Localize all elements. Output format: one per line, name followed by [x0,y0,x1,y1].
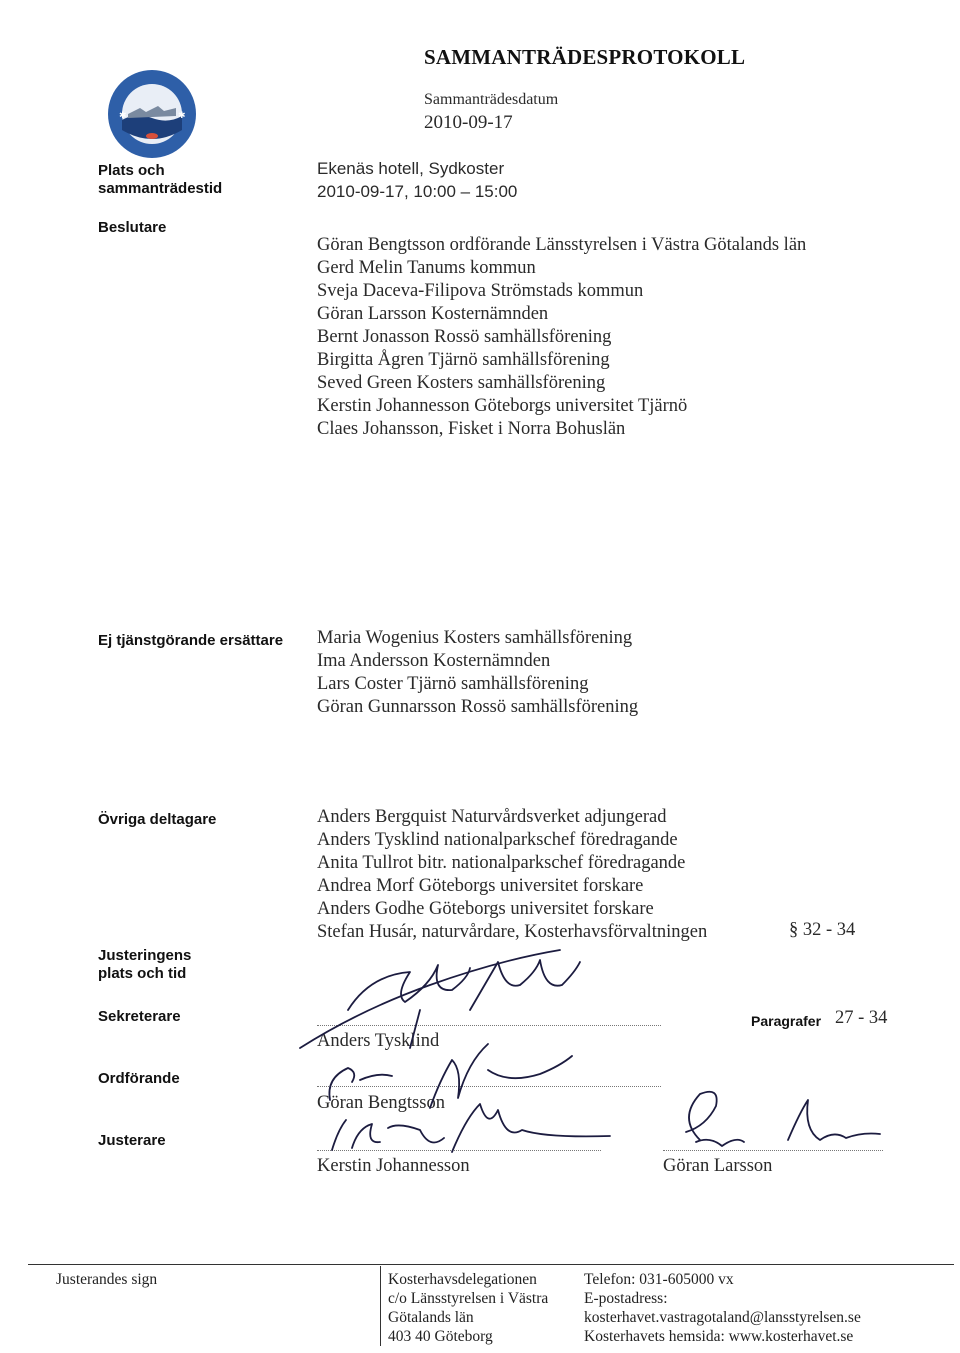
logo-emblem-icon [106,68,198,160]
footer-vertical-divider [380,1266,381,1346]
chair-label: Ordförande [98,1070,180,1087]
place-and-time: Ekenäs hotell, Sydkoster 2010-09-17, 10:00 – 15:00 [317,159,518,201]
others-list [317,806,707,944]
list-item: Ima Andersson Kosternämnden [317,651,551,671]
list-item: Anders Bergquist Naturvårdsverket adjungerad [317,807,667,827]
adjusters-label: Justerare [98,1132,166,1149]
list-item: Sveja Daceva-Filipova Strömstads kommun [317,281,644,301]
list-item: Anders Godhe Göteborgs universitet forskare [317,899,654,919]
deciders-label: Beslutare [98,219,167,236]
list-item: Andrea Morf Göteborgs universitet forskare [317,876,644,896]
chair-signature-line [317,1086,661,1087]
footer-website-link[interactable]: Kosterhavets hemsida: www.kosterhavet.se [584,1328,854,1345]
footer-contact: Telefon: 031-605000 vx E-postadress: kosterhavet.vastragotaland@lansstyrelsen.se Kosterhavets hemsida: www.kosterhavet.se [584,1271,861,1345]
meeting-date-label: Sammanträdesdatum [424,91,559,108]
list-item: Göran Bengtsson ordförande Länsstyrelsen i Västra Götalands län [317,235,807,255]
list-item: Anders Tysklind nationalparkschef föredragande [317,830,678,850]
svg-text:✱: ✱ [119,111,127,121]
meeting-date-value: 2010-09-17 [424,112,513,133]
others-label: Övriga deltagare [98,811,217,828]
adjuster-2-signature-icon [686,1092,880,1146]
paragraphs-label: Paragrafer [751,1013,822,1029]
others-paragraph-ref: § 32 - 34 [789,920,856,940]
secretary-signature-line [317,1025,661,1026]
adjustment-label: Justeringens plats och tid [98,947,192,982]
chair-name: Göran Bengtsson [317,1093,445,1113]
adjuster-2-signature-line [663,1150,883,1151]
footer-sign-label: Justerandes sign [56,1271,158,1288]
list-item: Gerd Melin Tanums kommun [317,258,536,278]
list-item: Kerstin Johannesson Göteborgs universitet Tjärnö [317,396,688,416]
list-item: Claes Johansson, Fisket i Norra Bohuslän [317,419,626,439]
secretary-name: Anders Tysklind [317,1031,440,1051]
kosterhavet-logo [106,68,198,160]
list-item: Stefan Husár, naturvårdare, Kosterhavsförvaltningen [317,922,708,942]
list-item: Seved Green Kosters samhällsförening [317,373,606,393]
paragraphs-value: 27 - 34 [835,1008,888,1028]
list-item: Göran Gunnarsson Rossö samhällsförening [317,697,639,717]
list-item: Bernt Jonasson Rossö samhällsförening [317,327,612,347]
footer-email-link[interactable]: kosterhavet.vastragotaland@lansstyrelsen.se [584,1309,861,1326]
adjuster-2-name: Göran Larsson [663,1156,773,1176]
list-item: Anita Tullrot bitr. nationalparkschef föredragande [317,853,686,873]
adjuster-1-name: Kerstin Johannesson [317,1156,470,1176]
adjuster-1-signature-line [317,1150,601,1151]
secretary-label: Sekreterare [98,1008,181,1025]
list-item: Göran Larsson Kosternämnden [317,304,549,324]
list-item: Birgitta Ågren Tjärnö samhällsförening [317,350,610,370]
place-label: Plats och sammanträdestid [98,162,223,197]
footer-rule [28,1264,954,1265]
substitutes-label: Ej tjänstgörande ersättare [98,632,284,649]
document-title: SAMMANTRÄDESPROTOKOLL [424,45,746,69]
svg-text:✱: ✱ [178,111,186,121]
footer-address: Kosterhavsdelegationen c/o Länsstyrelsen i Västra Götalands län 403 40 Göteborg [388,1271,549,1345]
list-item: Lars Coster Tjärnö samhällsförening [317,674,589,694]
substitutes-list [317,627,638,719]
deciders-list [317,234,806,441]
list-item: Maria Wogenius Kosters samhällsförening [317,628,633,648]
